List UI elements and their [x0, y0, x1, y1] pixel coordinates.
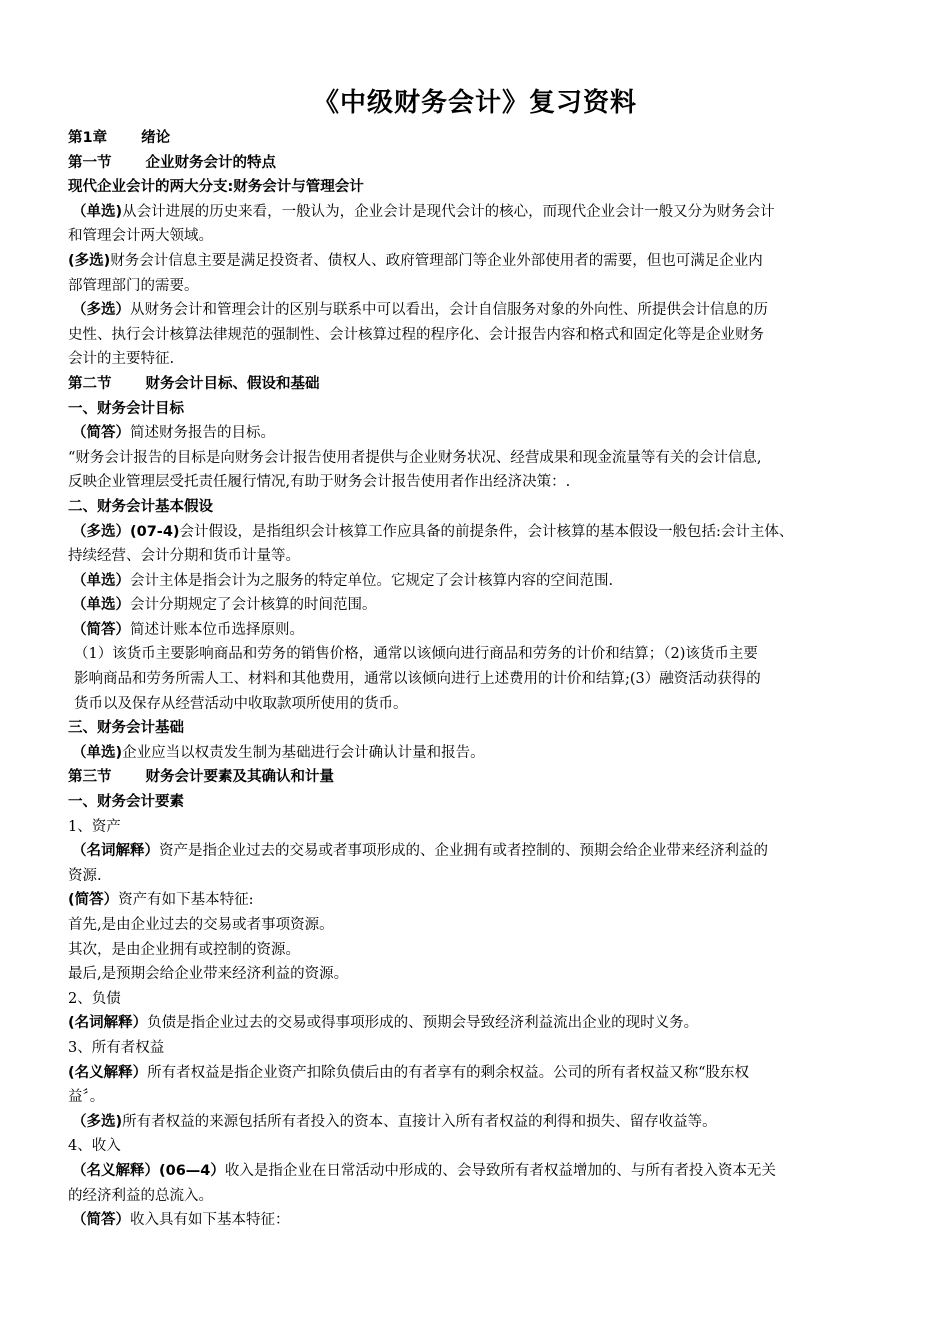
paragraph-text: 所有者权益的来源包括所有者投入的资本、直接计入所有者权益的利得和损失、留存收益等。 [122, 1113, 717, 1130]
paragraph-line: 和管理会计两大领域。 [68, 228, 213, 245]
paragraph [68, 618, 888, 643]
paragraph [68, 1110, 888, 1135]
paragraph-line: 益〞。 [68, 1089, 105, 1106]
chapter-number: 第1章 [68, 130, 108, 146]
paragraph [68, 1159, 888, 1184]
question-type-tag: （简答） [72, 425, 130, 442]
paragraph-line: 货币以及保存从经营活动中收取款项所使用的货币。 [74, 695, 408, 712]
chapter-heading [68, 126, 888, 151]
question-type-tag: （单选） [72, 597, 130, 614]
paragraph-line: 首先,是由企业过去的交易或者事项资源。 [68, 917, 334, 933]
paragraph-text: 简述财务报告的目标。 [130, 425, 275, 442]
subheading: 二、财务会计基本假设 [68, 498, 213, 515]
section-number: 第一节 [68, 154, 112, 171]
paragraph [68, 249, 888, 274]
question-type-tag: （单选) [72, 744, 123, 761]
paragraph-text: 会计假设，是指组织会计核算工作应具备的前提条件，会计核算的基本假设一般包括:会计主体、 [179, 523, 794, 540]
paragraph [68, 298, 888, 323]
paragraph [68, 593, 888, 618]
question-type-tag: （单选) [72, 203, 123, 220]
section-name: 财务会计目标、假设和基础 [145, 375, 320, 392]
section-heading-3 [68, 765, 888, 790]
paragraph-text: 所有者权益是指企业资产扣除负债后由的有者享有的剩余权益。公司的所有者权益又称“股东权 [147, 1064, 750, 1081]
paragraph-line: 部管理部门的需要。 [68, 277, 199, 294]
paragraph [68, 741, 888, 766]
paragraph-text: 从会计进展的历史来看，一般认为，企业会计是现代会计的核心，而现代企业会计一般又分为财务会计 [122, 203, 775, 220]
paragraph-line: 反映企业管理层受托责任履行情况,有助于财务会计报告使用者作出经济决策：. [68, 474, 571, 491]
paragraph-line: 最后,是预期会给企业带来经济利益的资源。 [68, 966, 349, 983]
paragraph [68, 888, 888, 913]
paragraph [68, 520, 888, 545]
paragraph-text: 收入是指企业在日常活动中形成的、会导致所有者权益增加的、与所有者投入资本无关 [224, 1162, 776, 1179]
question-type-tag: （多选）(07-4) [72, 523, 180, 540]
section-name: 企业财务会计的特点 [145, 154, 276, 171]
section-number: 第三节 [68, 769, 112, 786]
list-item-heading: 2、负债 [68, 990, 121, 1007]
paragraph-line: 影响商品和劳务所需人工、材料和其他费用，通常以该倾向进行上述费用的计价和结算;(3）融资活动获得的 [74, 671, 761, 688]
paragraph-line: 其次，是由企业拥有或控制的资源。 [68, 941, 300, 958]
question-type-tag: （名词解释） [72, 843, 159, 860]
paragraph [68, 1208, 888, 1233]
paragraph [68, 421, 888, 446]
paragraph-text: 收入具有如下基本特征： [130, 1212, 290, 1229]
paragraph [68, 839, 888, 864]
question-type-tag: (多选) [68, 252, 111, 269]
subheading: 一、财务会计目标 [68, 400, 184, 417]
paragraph-text: 资产是指企业过去的交易或者事项形成的、企业拥有或者控制的、预期会给企业带来经济利益的 [159, 843, 768, 860]
question-type-tag: （多选) [72, 1113, 123, 1130]
question-type-tag: (简答） [68, 892, 119, 909]
subheading: 一、财务会计要素 [68, 794, 184, 811]
paragraph-text: 资产有如下基本特征: [118, 892, 254, 909]
question-type-tag: (名词解释） [68, 1015, 148, 1032]
paragraph-line: （1）该货币主要影响商品和劳务的销售价格，通常以该倾向进行商品和劳务的计价和结算；（2)该货币主要 [74, 646, 758, 663]
question-type-tag: （单选） [72, 572, 130, 589]
paragraph [68, 1061, 888, 1086]
subheading: 现代企业会计的两大分支:财务会计与管理会计 [68, 179, 364, 196]
paragraph-line: 会计的主要特征. [68, 351, 175, 368]
paragraph-line: 资源. [68, 867, 102, 884]
paragraph-line: 持续经营、会计分期和货币计量等。 [68, 548, 300, 565]
paragraph-line: “财务会计报告的目标是向财务会计报告使用者提供与企业财务状况、经营成果和现金流量等有关的会计信息, [68, 449, 762, 466]
section-heading-1 [68, 151, 888, 176]
paragraph-text: 简述计账本位币选择原则。 [130, 621, 304, 638]
section-name: 财务会计要素及其确认和计量 [145, 769, 334, 786]
list-item-heading: 4、收入 [68, 1138, 121, 1155]
list-item-heading: 3、所有者权益 [68, 1039, 165, 1056]
paragraph-text: 会计分期规定了会计核算的时间范围。 [130, 597, 377, 614]
paragraph-text: 负债是指企业过去的交易或得事项形成的、预期会导致经济利益流出企业的现时义务。 [147, 1015, 699, 1032]
question-type-tag: （名义解释）(06—4） [72, 1162, 225, 1179]
paragraph-text: 财务会计信息主要是满足投资者、债权人、政府管理部门等企业外部使用者的需要，但也可满足企业内 [110, 252, 763, 269]
document-body [68, 126, 888, 1233]
question-type-tag: （简答） [72, 621, 130, 638]
question-type-tag: （简答） [72, 1212, 130, 1229]
paragraph-text: 从财务会计和管理会计的区别与联系中可以看出，会计自信服务对象的外向性、所提供会计信息的历 [130, 302, 768, 319]
paragraph-text: 会计主体是指会计为之服务的特定单位。它规定了会计核算内容的空间范围. [130, 572, 614, 589]
paragraph [68, 569, 888, 594]
chapter-name: 绪论 [141, 130, 171, 146]
document-title: 《中级财务会计》复习资料 [312, 88, 637, 118]
subheading: 三、财务会计基础 [68, 720, 184, 737]
question-type-tag: （多选） [72, 302, 130, 319]
paragraph-text: 企业应当以权责发生制为基础进行会计确认计量和报告。 [122, 744, 485, 761]
question-type-tag: (名义解释） [68, 1064, 148, 1081]
paragraph [68, 200, 888, 225]
paragraph [68, 1011, 888, 1036]
list-item-heading: 1、资产 [68, 818, 121, 835]
section-number: 第二节 [68, 375, 112, 392]
paragraph-line: 史性、执行会计核算法律规范的强制性、会计核算过程的程序化、会计报告内容和格式和固定化等是企业财务 [68, 326, 764, 343]
section-heading-2 [68, 372, 888, 397]
paragraph-line: 的经济利益的总流入。 [68, 1187, 213, 1204]
